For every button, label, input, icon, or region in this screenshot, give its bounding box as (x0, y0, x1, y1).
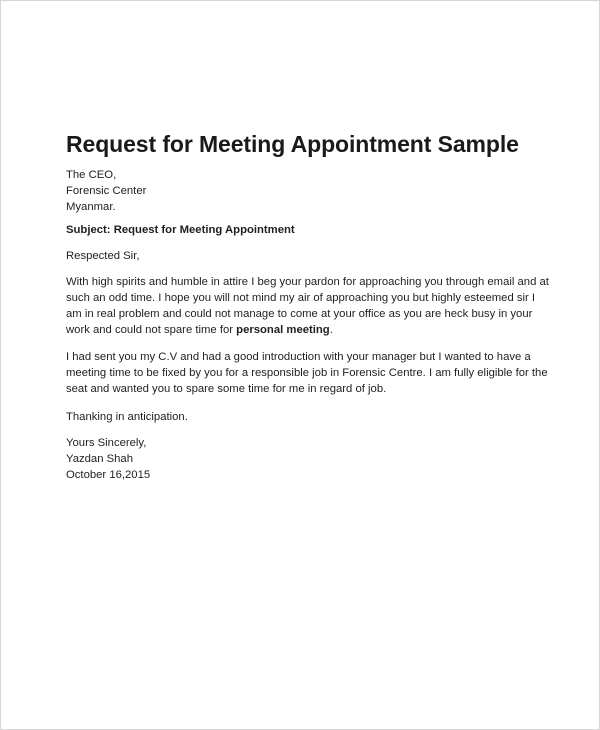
signoff-line: Yours Sincerely, (66, 436, 147, 449)
letter-date: October 16,2015 (66, 468, 151, 481)
address-line: Forensic Center (66, 185, 147, 197)
signer-name: Yazdan Shah (66, 452, 133, 465)
body-paragraph-1 (66, 274, 551, 338)
paragraph-text: With high spirits and humble in attire I beg your pardon for approaching you through email and at such an odd time. I hope you will not mind my air of approaching you but highly esteemed sir I am in real problem and could not manage to come at your office as you are heck busy in your work and could not spare time for (66, 276, 549, 336)
signature-block (66, 435, 551, 483)
letter-content (66, 129, 551, 483)
closing-line: Thanking in anticipation. (66, 410, 188, 423)
salutation: Respected Sir, (66, 250, 140, 262)
address-line: The CEO, (66, 169, 117, 181)
paragraph-end: . (329, 324, 333, 336)
body-paragraph-2: I had sent you my C.V and had a good introduction with your manager but I wanted to have a meeting time to be fixed by you for a responsible job in Forensic Centre. I am fully eligible for the seat and wanted you to spare some time for me in regard of job. (66, 351, 548, 396)
recipient-address (66, 167, 551, 215)
page-title: Request for Meeting Appointment Sample (66, 131, 519, 157)
subject-line: Subject: Request for Meeting Appointment (66, 224, 295, 236)
address-line: Myanmar. (66, 201, 116, 213)
emphasis-text: personal meeting (236, 324, 330, 336)
